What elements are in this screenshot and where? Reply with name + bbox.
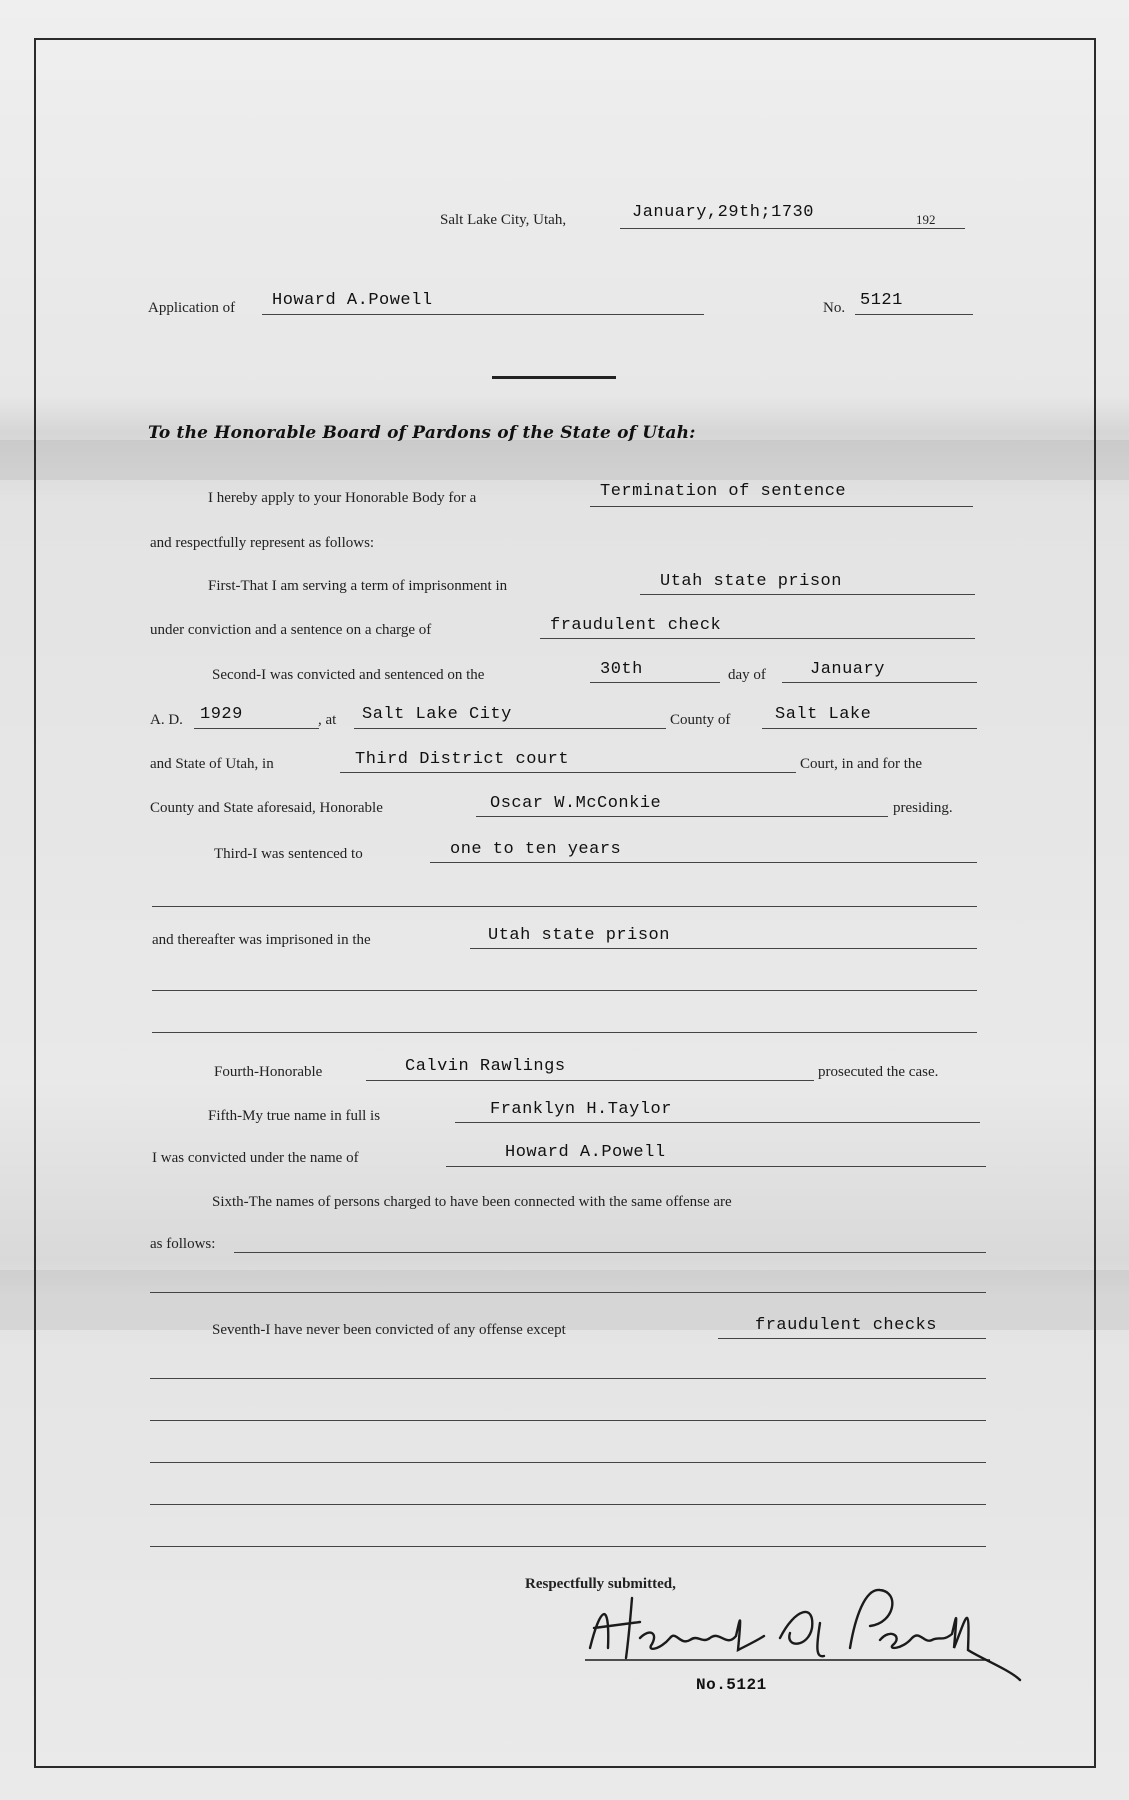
as-follows-underline	[234, 1252, 986, 1253]
apply-underline	[590, 506, 973, 507]
imprisoned-value: Utah state prison	[488, 926, 670, 945]
seventh-label: Seventh-I have never been convicted of any offense except	[212, 1322, 566, 1338]
application-label: Application of	[148, 300, 236, 316]
fourth-underline	[366, 1080, 814, 1081]
signature	[580, 1578, 1040, 1692]
blank-line	[152, 1032, 977, 1033]
state-label: and State of Utah, in	[150, 756, 274, 772]
city-label: Salt Lake City, Utah,	[440, 212, 567, 228]
conviction-value: fraudulent check	[550, 616, 722, 635]
fifth-label: Fifth-My true name in full is	[208, 1108, 381, 1124]
convicted-name-underline	[446, 1166, 986, 1167]
blank-line	[150, 1462, 986, 1463]
ad-label: A. D.	[150, 712, 183, 728]
blank-line	[152, 906, 977, 907]
footer-number: No.5121	[696, 1676, 767, 1694]
apply-value: Termination of sentence	[600, 482, 847, 501]
at-value: Salt Lake City	[362, 705, 512, 724]
application-number: 5121	[860, 291, 903, 310]
second-day: 30th	[600, 660, 643, 679]
presiding-label: presiding.	[893, 800, 953, 816]
second-month-underline	[782, 682, 977, 683]
county-underline	[762, 728, 977, 729]
conviction-underline	[540, 638, 975, 639]
first-label: First-That I am serving a term of imprisonment in	[208, 578, 508, 594]
county-state-label: County and State aforesaid, Honorable	[150, 800, 383, 816]
court-value: Third District court	[355, 750, 570, 769]
blank-line	[150, 1420, 986, 1421]
first-value: Utah state prison	[660, 572, 842, 591]
second-day-underline	[590, 682, 720, 683]
blank-line	[152, 990, 977, 991]
applicant-name: Howard A.Powell	[272, 291, 433, 310]
blank-line	[150, 1546, 986, 1547]
court-label: Court, in and for the	[800, 756, 923, 772]
year-suffix: 192	[916, 212, 936, 227]
date-value: January,29th;1730	[632, 203, 814, 222]
prosecuted-label: prosecuted the case.	[818, 1064, 939, 1080]
judge-underline	[476, 816, 888, 817]
court-underline	[340, 772, 796, 773]
second-month: January	[810, 660, 885, 679]
third-label: Third-I was sentenced to	[214, 846, 363, 862]
form-heading: To the Honorable Board of Pardons of the State of Utah:	[148, 423, 696, 443]
county-value: Salt Lake	[775, 705, 872, 724]
at-label: , at	[318, 712, 337, 728]
ad-year-underline	[194, 728, 319, 729]
blank-line	[150, 1378, 986, 1379]
form-border	[34, 38, 1096, 1768]
as-follows-label: as follows:	[150, 1236, 216, 1252]
seventh-underline	[718, 1338, 986, 1339]
convicted-name-value: Howard A.Powell	[505, 1143, 666, 1162]
number-underline	[855, 314, 973, 315]
conviction-label: under conviction and a sentence on a charge of	[150, 622, 432, 638]
fourth-value: Calvin Rawlings	[405, 1057, 566, 1076]
ad-year: 1929	[200, 705, 243, 724]
seventh-value: fraudulent checks	[755, 1316, 937, 1335]
judge-value: Oscar W.McConkie	[490, 794, 662, 813]
apply-label: I hereby apply to your Honorable Body for a	[208, 490, 477, 506]
blank-line	[150, 1504, 986, 1505]
third-underline	[430, 862, 977, 863]
represent-label: and respectfully represent as follows:	[150, 535, 375, 551]
second-label: Second-I was convicted and sentenced on the	[212, 667, 485, 683]
day-of-label: day of	[728, 667, 766, 683]
convicted-name-label: I was convicted under the name of	[152, 1150, 359, 1166]
fifth-underline	[455, 1122, 980, 1123]
fifth-value: Franklyn H.Taylor	[490, 1100, 672, 1119]
sixth-label: Sixth-The names of persons charged to have been connected with the same offense are	[212, 1194, 732, 1210]
county-label: County of	[670, 712, 731, 728]
applicant-underline	[262, 314, 704, 315]
respectfully-label: Respectfully submitted,	[525, 1576, 676, 1592]
at-underline	[354, 728, 666, 729]
imprisoned-label: and thereafter was imprisoned in the	[152, 932, 371, 948]
date-underline	[620, 228, 965, 229]
no-label: No.	[823, 300, 846, 316]
header-rule	[492, 376, 616, 379]
blank-line	[150, 1292, 986, 1293]
imprisoned-underline	[470, 948, 977, 949]
fourth-label: Fourth-Honorable	[214, 1064, 323, 1080]
third-value: one to ten years	[450, 840, 622, 859]
first-underline	[640, 594, 975, 595]
